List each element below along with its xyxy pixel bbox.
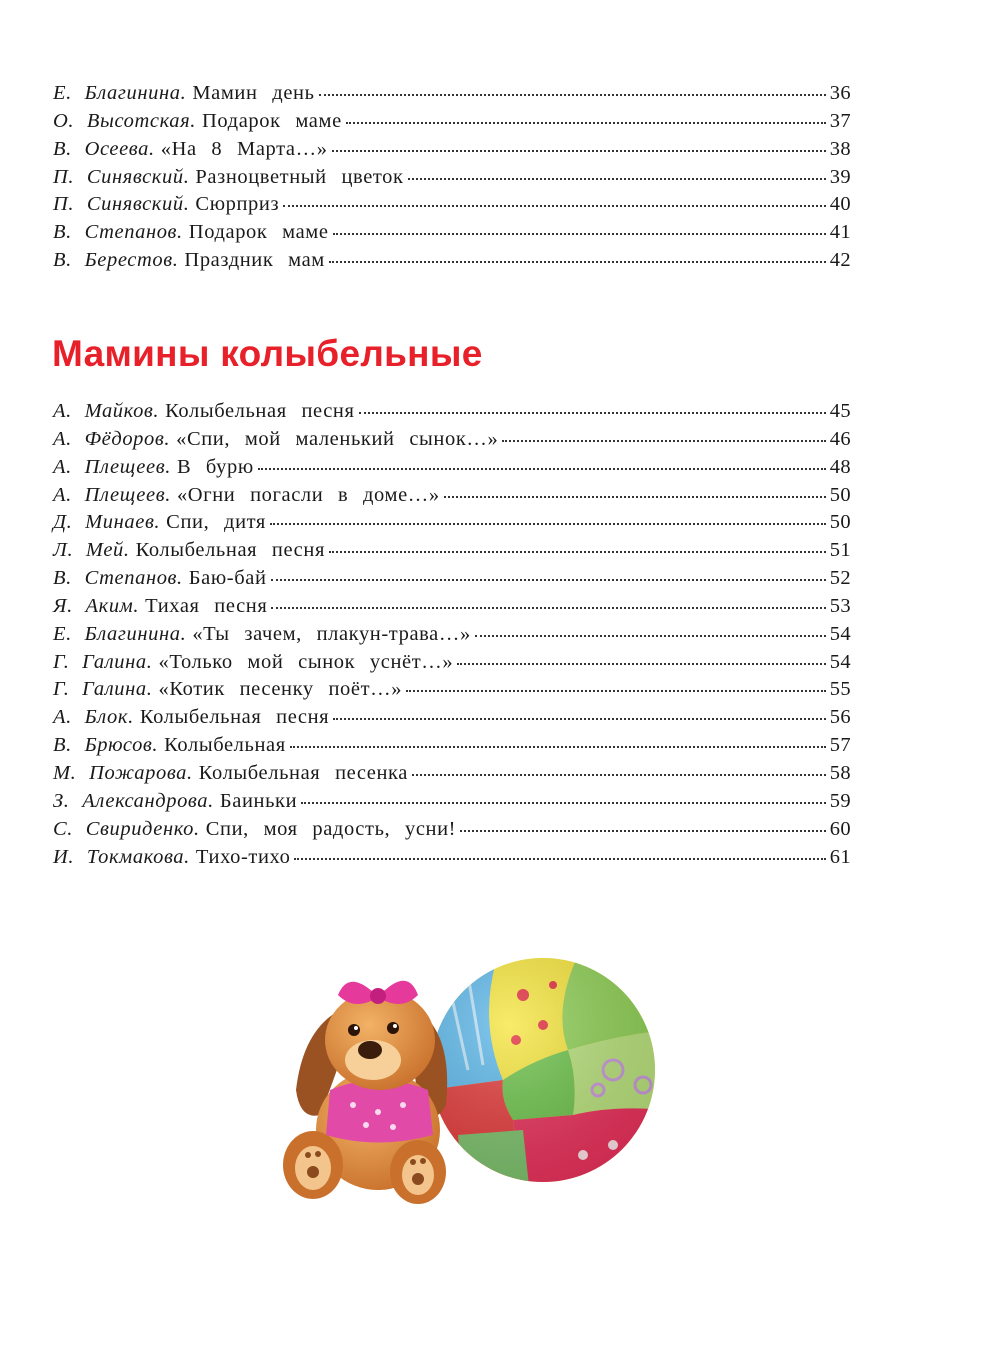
toc-page-number: 58	[829, 761, 851, 784]
toys-illustration	[268, 940, 668, 1220]
toc-title: Колыбельная песня	[165, 400, 355, 422]
toc-entry	[53, 108, 851, 136]
dot-leader	[406, 689, 826, 692]
toc-title: «Огни погасли в доме…»	[176, 483, 440, 506]
toc-title: «Ты зачем, плакун-трава…»	[192, 622, 471, 645]
toc-page-number: 60	[829, 817, 851, 840]
dot-leader	[457, 662, 825, 665]
dot-leader	[301, 801, 826, 804]
toc-page-number: 37	[829, 109, 851, 132]
toc-entry	[53, 219, 851, 247]
toc-author: А. Плещеев.	[53, 483, 171, 506]
toc-entry	[53, 80, 851, 108]
patchwork-ball-icon	[428, 955, 668, 1195]
toc-page-number: 54	[829, 650, 851, 673]
toc-author: Я. Аким.	[53, 594, 140, 617]
dot-leader	[332, 149, 826, 152]
toc-author: З. Александрова.	[53, 789, 214, 812]
toc-page-number: 57	[829, 734, 851, 757]
toc-title: Спи, дитя	[166, 511, 266, 534]
toc-author: В. Степанов.	[53, 567, 183, 590]
toc-title: «Спи, мой маленький сынок…»	[176, 427, 499, 450]
dot-leader	[294, 857, 825, 860]
toc-author: Г. Галина.	[53, 678, 153, 701]
toc-author: А. Блок.	[53, 706, 134, 729]
toc-entry	[53, 164, 851, 192]
toc-page-number: 52	[829, 567, 851, 590]
toc-page-number: 54	[829, 622, 851, 645]
toc-page-number: 59	[829, 789, 851, 812]
toc-page-number: 39	[829, 165, 851, 188]
toc-title: Сюрприз	[195, 193, 280, 216]
toc-entry	[53, 593, 851, 621]
dot-leader	[329, 260, 826, 263]
toc-entry	[53, 844, 851, 872]
toc-entry	[53, 788, 851, 816]
dot-leader	[333, 717, 825, 720]
toc-page-number: 46	[829, 427, 851, 450]
dot-leader	[270, 522, 826, 525]
toc-title: В бурю	[176, 455, 254, 478]
toc-title: Колыбельная	[164, 734, 286, 757]
dot-leader	[283, 204, 826, 207]
toc-title: Баю-бай	[188, 567, 267, 590]
toc-entry	[53, 426, 851, 454]
dot-leader	[346, 121, 826, 124]
dot-leader	[502, 439, 825, 442]
toc-author: П. Синявский.	[53, 165, 190, 188]
toc-page-number: 36	[829, 82, 851, 104]
dot-leader	[460, 829, 826, 832]
toc-entry	[53, 537, 851, 565]
toc-author: В. Берестов.	[53, 249, 179, 272]
toc-entry	[53, 649, 851, 677]
toc-author: В. Осеева.	[53, 137, 155, 160]
toc-author: Е. Благинина.	[53, 82, 187, 104]
toc-title: «Только мой сынок уснёт…»	[158, 650, 454, 673]
toc-page-number: 48	[829, 455, 851, 478]
dot-leader	[412, 773, 826, 776]
dot-leader	[333, 232, 826, 235]
toc-page-number: 40	[829, 193, 851, 216]
toc-author: В. Брюсов.	[53, 734, 159, 757]
toc-page-number: 42	[829, 249, 851, 272]
dot-leader	[319, 93, 826, 96]
dot-leader	[258, 467, 826, 470]
toc-author: И. Токмакова.	[53, 845, 190, 868]
toc-author: Е. Благинина.	[53, 622, 187, 645]
toc-title: Тихая песня	[145, 594, 268, 617]
toc-entry	[53, 816, 851, 844]
dot-leader	[408, 177, 826, 180]
toc-page-number: 41	[829, 221, 851, 244]
toc-page-number: 50	[829, 511, 851, 534]
toc-title: «Котик песенку поёт…»	[158, 678, 403, 701]
toc-title: Мамин день	[192, 82, 315, 104]
dot-leader	[359, 411, 826, 414]
toc-title: Спи, моя радость, усни!	[205, 817, 457, 840]
toc-title: Колыбельная песня	[139, 706, 330, 729]
toc-author: А. Фёдоров.	[53, 427, 171, 450]
toc-entry	[53, 565, 851, 593]
toc-entry	[53, 454, 851, 482]
dot-leader	[475, 634, 826, 637]
toc-author: М. Пожарова.	[53, 761, 193, 784]
toc-entry	[53, 509, 851, 537]
toc-entry	[53, 398, 851, 426]
toc-entry	[53, 732, 851, 760]
toc-entry	[53, 191, 851, 219]
toc-author: Л. Мей.	[53, 539, 130, 562]
toc-author: А. Плещеев.	[53, 455, 171, 478]
toc-title: Праздник мам	[184, 249, 325, 272]
toc-page-number: 51	[829, 539, 851, 562]
toc-page-number: 45	[829, 400, 851, 422]
toc-author: А. Майков.	[53, 400, 160, 422]
toc-entry	[53, 704, 851, 732]
toc-author: П. Синявский.	[53, 193, 190, 216]
toc-entry	[53, 136, 851, 164]
toc-author: В. Степанов.	[53, 221, 183, 244]
toc-list-lullabies	[53, 398, 851, 871]
toc-page-number: 53	[829, 594, 851, 617]
dot-leader	[444, 495, 826, 498]
plush-puppy-icon	[283, 981, 447, 1204]
dot-leader	[329, 550, 826, 553]
dot-leader	[271, 606, 825, 609]
toc-author: Д. Минаев.	[53, 511, 161, 534]
toc-title: Подарок маме	[202, 109, 342, 132]
toc-title: Колыбельная песня	[135, 539, 325, 562]
toc-entry	[53, 676, 851, 704]
toc-author: С. Свириденко.	[53, 817, 200, 840]
toc-entry	[53, 760, 851, 788]
toc-entry	[53, 247, 851, 275]
toc-title: Разноцветный цветок	[195, 165, 404, 188]
toc-page-number: 56	[829, 706, 851, 729]
toc-title: Подарок маме	[188, 221, 329, 244]
section-heading-lullabies: Мамины колыбельные	[52, 333, 483, 374]
toc-page-number: 50	[829, 483, 851, 506]
toc-author: О. Высотская.	[53, 109, 196, 132]
toc-title: Баиньки	[219, 789, 298, 812]
toc-entry	[53, 621, 851, 649]
toc-entry	[53, 482, 851, 510]
dot-leader	[290, 745, 826, 748]
toc-page-number: 61	[829, 845, 851, 868]
toc-title: Колыбельная песенка	[198, 761, 409, 784]
dot-leader	[271, 578, 826, 581]
toc-list-holiday	[53, 80, 851, 275]
toc-page-number: 55	[829, 678, 851, 701]
toc-author: Г. Галина.	[53, 650, 153, 673]
toc-title: «На 8 Марта…»	[160, 137, 328, 160]
toc-title: Тихо-тихо	[195, 845, 291, 868]
toc-page-number: 38	[829, 137, 851, 160]
